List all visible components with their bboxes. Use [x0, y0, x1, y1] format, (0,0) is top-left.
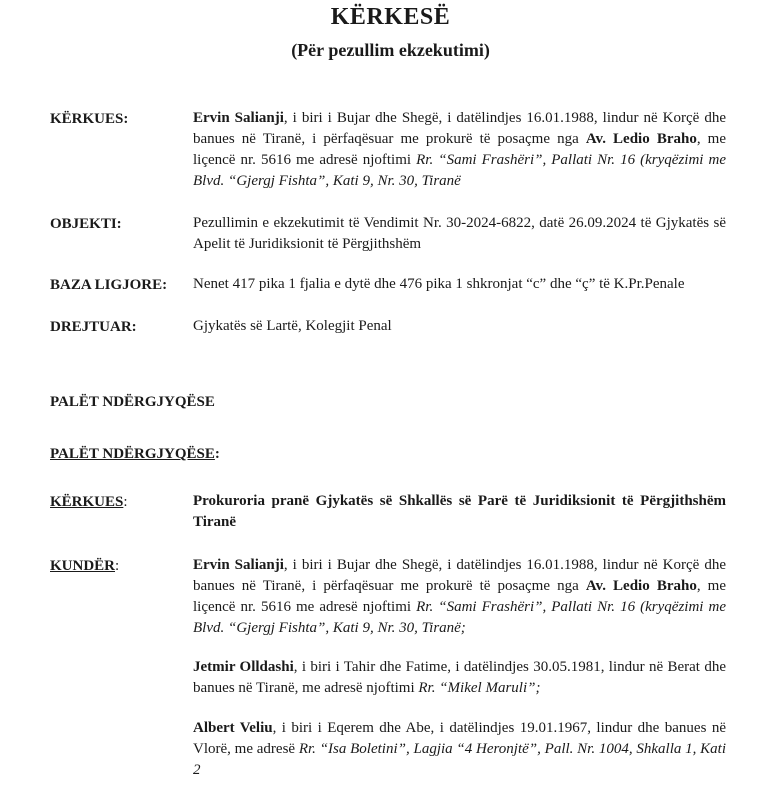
- objekti-label: OBJEKTI:: [50, 216, 122, 232]
- kunder-person-1-text-1: , i biri i Bujar dhe Shegë, i datëlindjes 16.01.1988, lindur në Korçë dhe banues në Tiranë, i përfaqësuar me prokurë të posaçme nga: [193, 557, 726, 594]
- drejtuar-text: Gjykatës së Lartë, Kolegjit Penal: [193, 318, 392, 334]
- party-kerkues-label-text: KËRKUES: [50, 494, 124, 510]
- document-subtitle: (Për pezullim ekzekutimi): [291, 40, 490, 60]
- party-kunder-label: [50, 556, 119, 576]
- objekti-text: Pezullimin e ekzekutimit të Vendimit Nr. 30-2024-6822, datë 26.09.2024 të Gjykatës së Apelit të Juridiksionit të Përgjithshëm: [193, 215, 726, 252]
- kerkues-text-2: , me liçencë nr. 5616 me adresë njoftimi: [193, 131, 726, 168]
- kerkues-label: KËRKUES:: [50, 111, 129, 127]
- party-kunder-label-text: KUNDËR: [50, 558, 116, 574]
- kunder-person-3-text-1: , i biri i Eqerem dhe Abe, i datëlindjes 19.01.1967, lindur dhe banues në Vlorë, me adresë: [193, 720, 726, 757]
- party-kerkues-text: Prokuroria pranë Gjykatës së Shkallës së Parë të Juridiksionit të Përgjithshëm Tiranë: [193, 493, 726, 530]
- parties-heading-colon: :: [214, 446, 220, 462]
- kerkues-name: Ervin Salianji: [193, 110, 284, 126]
- baza-ligjore-text: Nenet 417 pika 1 fjalia e dytë dhe 476 pika 1 shkronjat “c” dhe “ç” të K.Pr.Penale: [193, 276, 685, 292]
- kunder-person-2: [193, 657, 726, 699]
- kunder-person-2-text-1: , i biri i Tahir dhe Fatime, i datëlindjes 30.05.1981, lindur në Berat dhe banues në Tiranë, me adresë njoftimi: [193, 659, 726, 696]
- kunder-person-1-lawyer: Av. Ledio Braho: [585, 578, 697, 594]
- party-kunder-colon: :: [115, 558, 120, 574]
- document-title: KËRKESË: [330, 4, 451, 30]
- parties-heading-text: PALËT NDËRGJYQËSE: [50, 446, 215, 462]
- drejtuar-label: DREJTUAR:: [50, 319, 137, 335]
- kunder-person-3-name: Albert Veliu: [193, 720, 273, 736]
- kunder-person-2-address: Rr. “Mikel Maruli”;: [418, 680, 541, 696]
- kerkues-details: [193, 108, 726, 192]
- parties-heading-underlined: [50, 444, 220, 464]
- kunder-person-1-text-2: , me liçencë nr. 5616 me adresë njoftimi: [193, 578, 726, 615]
- kunder-person-2-name: Jetmir Olldashi: [193, 659, 294, 675]
- kunder-person-1-name: Ervin Salianji: [193, 557, 284, 573]
- kerkues-lawyer: Av. Ledio Braho: [585, 131, 697, 147]
- kunder-person-1-address: Rr. “Sami Frashëri”, Pallati Nr. 16 (kryqëzimi me Blvd. “Gjergj Fishta”, Kati 9, Nr. 30, Tiranë;: [193, 599, 726, 636]
- kerkues-text-1: , i biri i Bujar dhe Shegë, i datëlindjes 16.01.1988, lindur në Korçë dhe banues në Tiranë, i përfaqësuar me prokurë të posaçme nga: [193, 110, 726, 147]
- baza-ligjore-label: BAZA LIGJORE:: [50, 277, 168, 293]
- party-kerkues-colon: :: [123, 494, 128, 510]
- kunder-person-3: [193, 718, 726, 781]
- parties-heading-plain: PALËT NDËRGJYQËSE: [50, 394, 215, 410]
- kunder-person-3-address: Rr. “Isa Boletini”, Lagjia “4 Heronjtë”, Pall. Nr. 1004, Shkalla 1, Kati 2: [193, 741, 726, 778]
- kerkues-address: Rr. “Sami Frashëri”, Pallati Nr. 16 (kryqëzimi me Blvd. “Gjergj Fishta”, Kati 9, Nr. 30, Tiranë: [193, 152, 726, 189]
- kunder-person-1: [193, 555, 726, 639]
- party-kerkues-label: [50, 492, 128, 512]
